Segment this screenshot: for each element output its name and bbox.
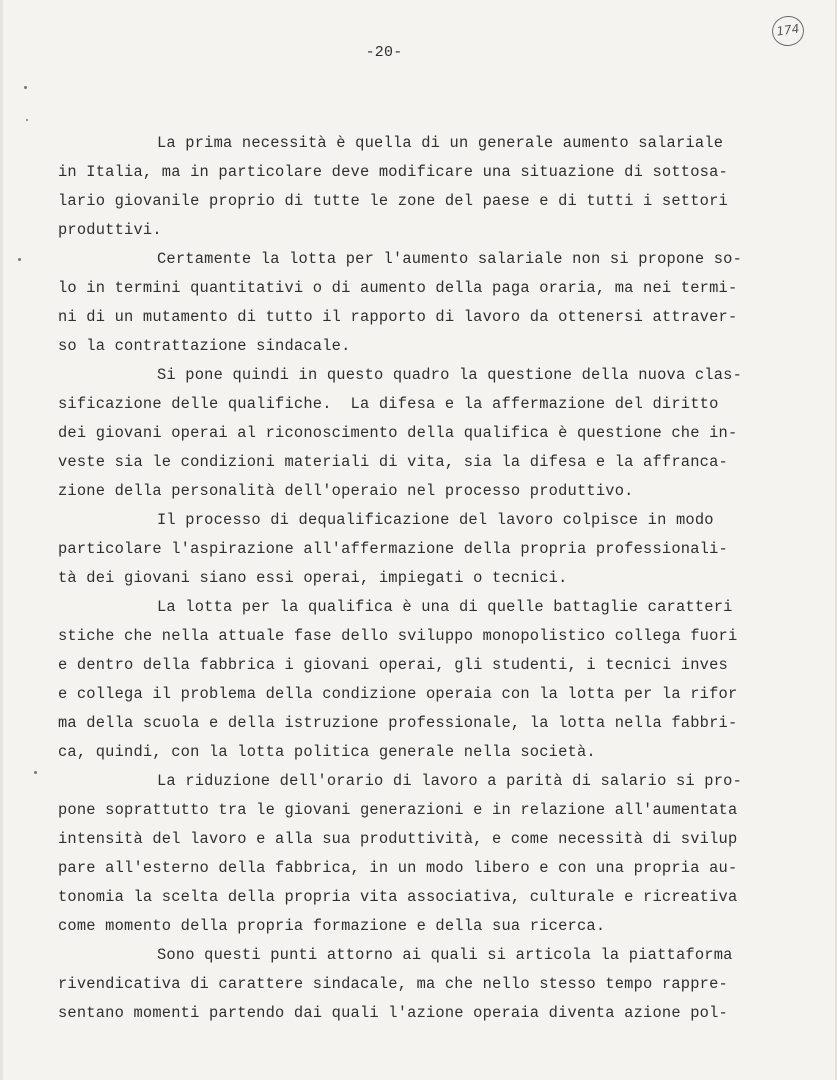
text-line: Il processo di dequalificazione del lavoro colpisce in modo [157,511,714,529]
text-line: come momento della propria formazione e della sua ricerca. [58,917,606,935]
text-line: particolare l'aspirazione all'affermazione della propria professionali- [58,540,728,558]
text-line: veste sia le condizioni materiali di vita, sia la difesa e la affranca- [58,453,728,471]
text-line: pone soprattutto tra le giovani generazioni e in relazione all'aumentata [58,801,738,819]
text-line: Si pone quindi in questo quadro la questione della nuova clas- [157,366,743,384]
text-line: pare all'esterno della fabbrica, in un modo libero e con una propria au- [58,859,738,877]
text-line: intensità del lavoro e alla sua produttività, e come necessità di svilup [58,830,738,848]
text-line: Sono questi punti attorno ai quali si articola la piattaforma [157,946,733,964]
text-line: ni di un mutamento di tutto il rapporto di lavoro da ottenersi attraver- [58,308,738,326]
text-line: Certamente la lotta per l'aumento salariale non si propone so- [157,250,743,268]
text-line: produttivi. [58,221,162,239]
text-line: sificazione delle qualifiche. La difesa e la affermazione del diritto [58,395,719,413]
text-line: La lotta per la qualifica è una di quelle battaglie caratteri [157,598,733,616]
archive-page-stamp: 174 [770,14,806,48]
text-line: tà dei giovani siano essi operai, impiegati o tecnici. [58,569,568,587]
text-line: dei giovani operai al riconoscimento della qualifica è questione che in- [58,424,738,442]
margin-speck [24,86,27,89]
text-line: ma della scuola e della istruzione professionale, la lotta nella fabbri- [58,714,738,732]
text-line: e collega il problema della condizione operaia con la lotta per la rifor [58,685,738,703]
text-line: rivendicativa di carattere sindacale, ma che nello stesso tempo rappre- [58,975,728,993]
text-line: lario giovanile proprio di tutte le zone del paese e di tutti i settori [58,192,728,210]
page-number: -20- [365,44,403,61]
text-line: La prima necessità è quella di un generale aumento salariale [157,134,724,152]
margin-speck [26,119,28,121]
text-line: in Italia, ma in particolare deve modificare una situazione di sottosa- [58,163,728,181]
text-line: tonomia la scelta della propria vita associativa, culturale e ricreativa [58,888,738,906]
margin-speck [18,258,21,261]
text-line: La riduzione dell'orario di lavoro a parità di salario si pro- [157,772,743,790]
document-text [58,133,778,1032]
text-line: stiche che nella attuale fase dello sviluppo monopolistico collega fuori [58,627,738,645]
margin-speck [34,771,37,774]
text-line: e dentro della fabbrica i giovani operai, gli studenti, i tecnici inves [58,656,728,674]
text-line: sentano momenti partendo dai quali l'azione operaia diventa azione pol- [58,1004,728,1022]
text-line: lo in termini quantitativi o di aumento della paga oraria, ma nei termi- [58,279,738,297]
text-line: so la contrattazione sindacale. [58,337,351,355]
text-line: ca, quindi, con la lotta politica generale nella società. [58,743,596,761]
text-line: zione della personalità dell'operaio nel processo produttivo. [58,482,634,500]
